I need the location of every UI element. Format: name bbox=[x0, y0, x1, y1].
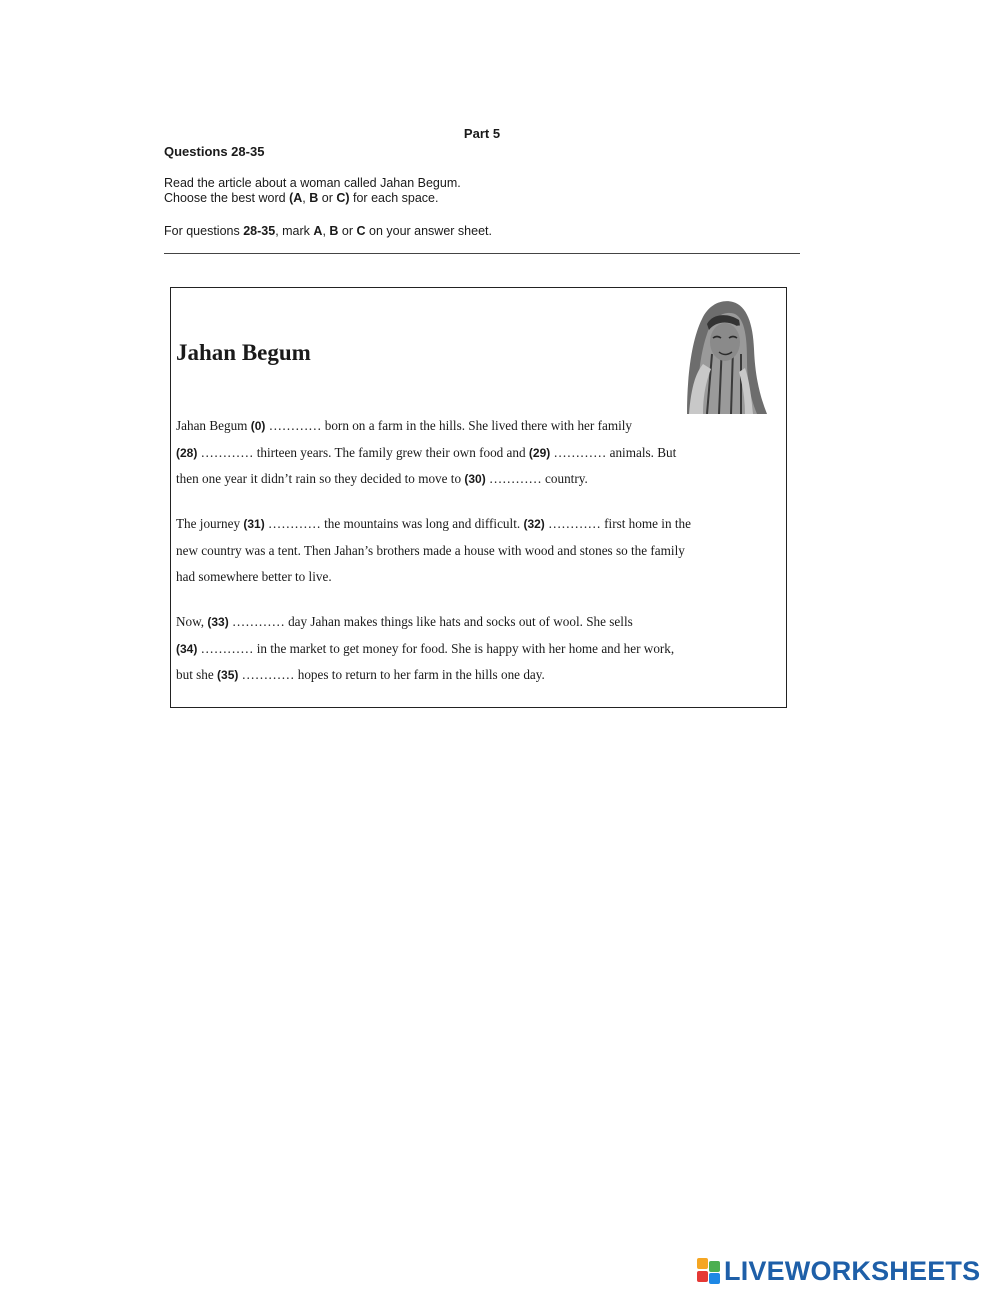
gap-30: (30) bbox=[464, 472, 486, 486]
article-title: Jahan Begum bbox=[176, 340, 311, 365]
instruction-line-2: Choose the best word (A, B or C) for each space. bbox=[164, 191, 439, 205]
gap-35: (35) bbox=[217, 668, 239, 682]
woman-portrait-image bbox=[667, 294, 769, 414]
article-box bbox=[170, 287, 787, 708]
liveworksheets-logo[interactable] bbox=[697, 1256, 980, 1286]
questions-title: Questions 28-35 bbox=[164, 144, 265, 159]
gap-33: (33) bbox=[207, 615, 229, 629]
gap-32: (32) bbox=[523, 517, 545, 531]
paragraph-2: The journey (31) ………… the mountains was long and difficult. (32) ………… first home in the new country was a tent. Then Jahan’s brothers made a house with wood and stones so the family had somewhere better to live. bbox=[176, 516, 691, 584]
part-title: Part 5 bbox=[463, 126, 501, 141]
logo-cubes-icon bbox=[697, 1258, 721, 1284]
gap-31: (31) bbox=[243, 517, 265, 531]
logo-text: LIVEWORKSHEETS bbox=[724, 1255, 981, 1286]
paragraph-3: Now, (33) ………… day Jahan makes things like hats and socks out of wool. She sells (34) ………… in the market to get money for food. She is happy with her home and her work, but she (35) ………… hopes to return to her farm in the hills one day. bbox=[176, 614, 675, 682]
instruction-line-1: Read the article about a woman called Jahan Begum. bbox=[164, 176, 461, 190]
divider-line bbox=[164, 253, 800, 254]
gap-29: (29) bbox=[528, 445, 551, 460]
gap-0: (0) bbox=[250, 419, 266, 433]
gap-34: (34) bbox=[176, 641, 198, 656]
paragraph-1: Jahan Begum (0) ………… born on a farm in the hills. She lived there with her family (28) ………… thirteen years. The family grew their own food and (29) ………… animals. But then one year it didn’t rain so they decided to move to (30) ………… country. bbox=[176, 418, 677, 486]
gap-28: (28) bbox=[176, 445, 198, 460]
instruction-line-3: For questions 28-35, mark A, B or C on your answer sheet. bbox=[164, 224, 492, 238]
